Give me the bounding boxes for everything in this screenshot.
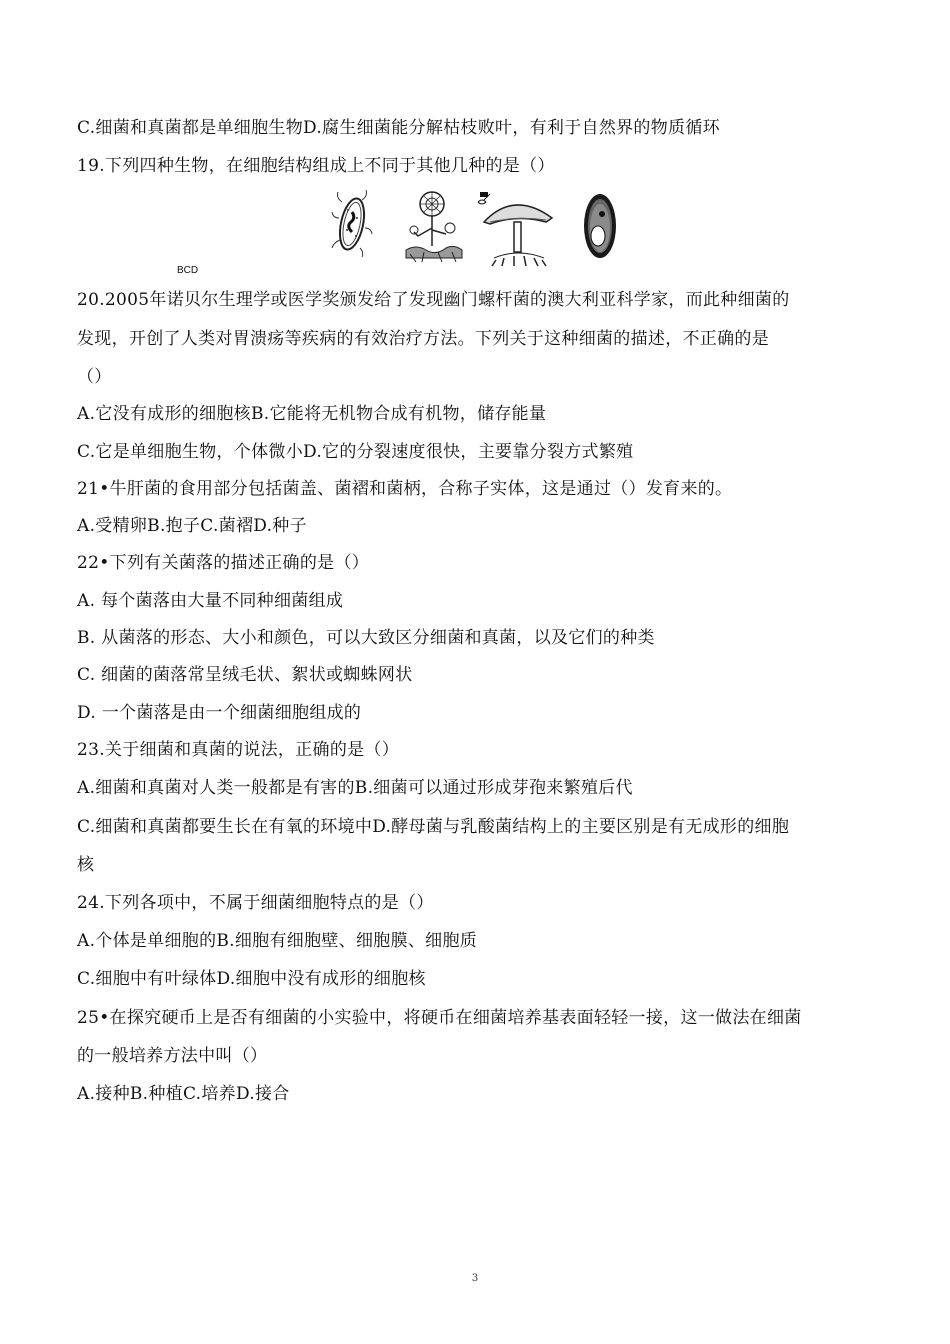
question-line: 22•下列有关菌落的描述正确的是（） <box>77 553 370 573</box>
question-line: 25•在探究硬币上是否有细菌的小实验中，将硬币在细菌培养基表面轻轻一接，这一做法在细菌 <box>77 1008 802 1028</box>
question-line: 核 <box>77 855 95 875</box>
question-line: C.细胞中有叶绿体D.细胞中没有成形的细胞核 <box>77 969 426 989</box>
question-line: 20.2005年诺贝尔生理学或医学奖颁发给了发现幽门螺杆菌的澳大利亚科学家，而此种细菌的 <box>77 290 790 310</box>
question-line: 23.关于细菌和真菌的说法，正确的是（） <box>77 740 400 760</box>
bacterium-icon <box>330 188 374 258</box>
question-line: C.细菌和真菌都是单细胞生物D.腐生细菌能分解枯枝败叶，有利于自然界的物质循环 <box>77 118 720 138</box>
question-line: 24.下列各项中，不属于细菌细胞特点的是（） <box>77 893 434 913</box>
question-line: 的一般培养方法中叫（） <box>77 1046 268 1066</box>
mushroom-icon <box>474 188 560 268</box>
yeast-cell-icon <box>580 188 620 264</box>
question-line: D. 一个菌落是由一个细菌细胞组成的 <box>77 703 362 723</box>
question-line: C.它是单细胞生物，个体微小D.它的分裂速度很快，主要靠分裂方式繁殖 <box>77 442 634 462</box>
question-line: 发现，开创了人类对胃溃疡等疾病的有效治疗方法。下列关于这种细菌的描述，不正确的是 <box>77 329 769 349</box>
question-line: （） <box>77 367 112 387</box>
mold-icon <box>404 188 464 264</box>
question-line: A.受精卵B.抱子C.菌褶D.种子 <box>77 516 307 536</box>
figure-caption: BCD <box>177 265 199 276</box>
question-line: A.接种B.种植C.培养D.接合 <box>77 1084 290 1104</box>
question-line: 19.下列四种生物，在细胞结构组成上不同于其他几种的是（） <box>77 156 555 176</box>
page-number: 3 <box>471 1273 479 1284</box>
question-line: 21•牛肝菌的食用部分包括菌盖、菌褶和菌柄，合称子实体，这是通过（）发育来的。 <box>77 479 733 499</box>
question-line: A. 每个菌落由大量不同种细菌组成 <box>77 591 344 611</box>
question-line: B. 从菌落的形态、大小和颜色，可以大致区分细菌和真菌，以及它们的种类 <box>77 628 655 648</box>
question-line: A.它没有成形的细胞核B.它能将无机物合成有机物，储存能量 <box>77 404 547 424</box>
organism-figures <box>320 188 620 270</box>
question-line: A.细菌和真菌对人类一般都是有害的B.细菌可以通过形成芽孢来繁殖后代 <box>77 778 633 798</box>
question-line: C. 细菌的菌落常呈绒毛状、絮状或蜘蛛网状 <box>77 665 413 685</box>
question-line: C.细菌和真菌都要生长在有氧的环境中D.酵母菌与乳酸菌结构上的主要区别是有无成形的细胞 <box>77 817 790 837</box>
question-line: A.个体是单细胞的B.细胞有细胞壁、细胞膜、细胞质 <box>77 931 478 951</box>
